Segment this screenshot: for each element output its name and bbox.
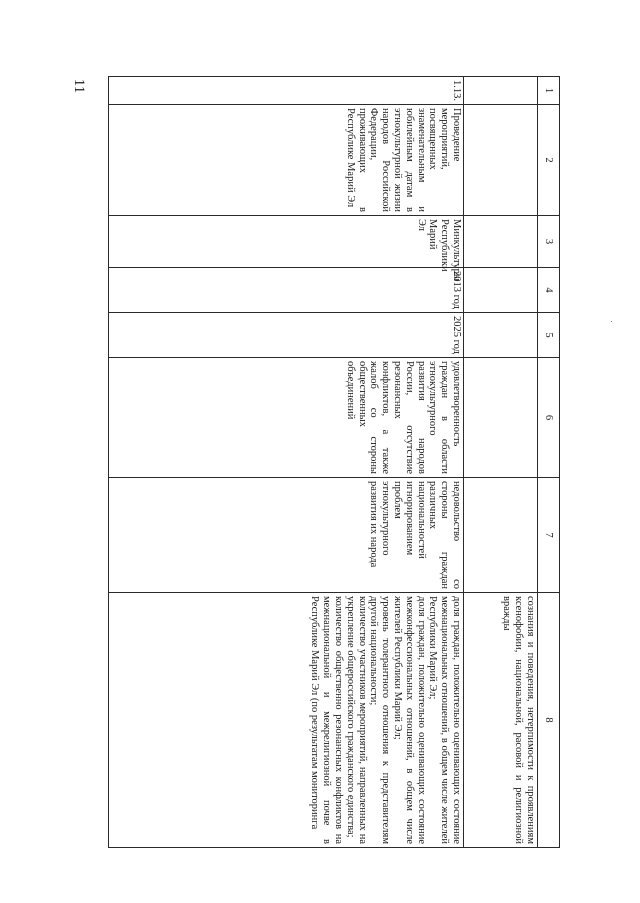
column-number: 2: [538, 105, 560, 216]
indicator-item: доля граждан, положительно оценивающих состояние межнациональных отношений, в общем числе жителей Республики Марий Эл;: [427, 596, 462, 844]
indicator-item: количество участников мероприятий, направленных на укрепление общероссийского гражданского единства;: [344, 596, 368, 844]
column-number: 4: [538, 268, 560, 313]
expected-result-cell: удовлетворенность граждан в области этнокультурного развития народов России, отсутствие резонансных конфликтов, а также жалоб со стороны общественных объединений: [109, 358, 464, 478]
continuation-row: [464, 77, 538, 848]
continuation-indicators-cell: сознания и поведения, нетерпимости к проявлениям ксенофобии, национальной, расовой и религиозной вражды: [464, 593, 538, 848]
end-year-cell: 2025 год: [109, 313, 464, 358]
column-number: 7: [538, 478, 560, 593]
event-name-cell: Проведение мероприятий, посвященных знаменательным и юбилейным датам в этнокультурной жизни народов Российской Федерации, проживающих в Республике Марий Эл: [109, 105, 464, 216]
page-number: 11: [71, 78, 87, 94]
table-row: [109, 77, 464, 848]
measures-table: [108, 76, 560, 848]
scan-speck: [611, 321, 612, 322]
indicator-item: уровень толерантного отношения к представителям другой национальности;: [368, 596, 392, 844]
column-number-row: [538, 77, 560, 848]
start-year-cell: 2013 год: [109, 268, 464, 313]
consequences-cell: недовольство со стороны граждан различных национальностей игнорированием проблем этнокультурного развития их народа: [109, 478, 464, 593]
column-number: 8: [538, 593, 560, 848]
column-number: 1: [538, 77, 560, 105]
indicator-item: количество общественно резонансных конфликтов на межнациональной и межрелигиозной почве в Республике Марий Эл (по результатам мониторинга: [309, 596, 345, 844]
executor-cell: Минкультуры Республики Марий Эл: [109, 216, 464, 268]
rotated-table: [98, 76, 560, 847]
column-number: 6: [538, 358, 560, 478]
indicator-item: доля граждан, положительно оценивающих состояние межконфессиональных отношений, в общем числе жителей Республики Марий Эл;: [392, 596, 427, 844]
indicators-cell: [109, 593, 464, 848]
column-number: 5: [538, 313, 560, 358]
column-number: 3: [538, 216, 560, 268]
row-number-cell: 1.13.: [109, 77, 464, 105]
